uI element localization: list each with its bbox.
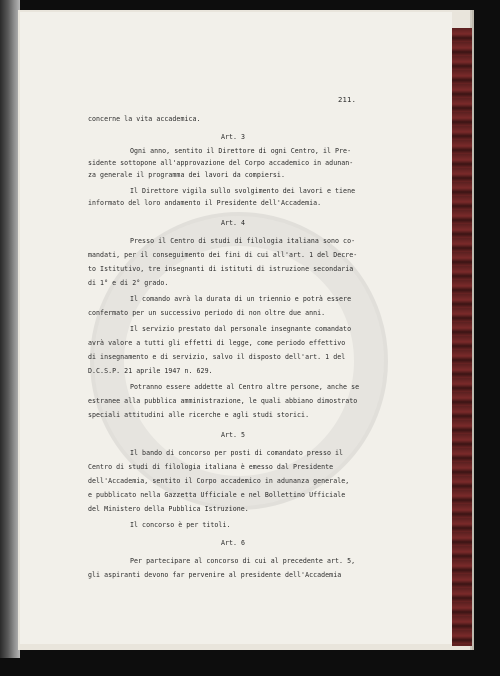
text-line: Il servizio prestato dal personale insegnante comandato bbox=[130, 325, 352, 333]
text-line: Ogni anno, sentito il Direttore di ogni Centro, il Pre- bbox=[130, 147, 352, 155]
text-line: Per partecipare al concorso di cui al precedente art. 5, bbox=[130, 557, 356, 565]
text-line: dell'Accademia, sentito il Corpo accademico in adunanza generale, bbox=[88, 477, 350, 485]
article-heading: Art. 3 bbox=[220, 133, 246, 141]
text-line: avrà valore a tutti gli effetti di legge, come periodo effettivo bbox=[88, 339, 346, 347]
scan-bottom-strip bbox=[0, 658, 500, 676]
text-line: to Istitutivo, tre insegnanti di istituti di istruzione secondaria bbox=[88, 265, 354, 273]
article-heading: Art. 4 bbox=[220, 219, 246, 227]
text-line: Il concorso è per titoli. bbox=[130, 521, 231, 529]
document-page bbox=[20, 12, 452, 644]
text-line: del Ministero della Pubblica Istruzione. bbox=[88, 505, 249, 513]
text-line: di 1° e di 2° grado. bbox=[88, 279, 169, 287]
text-line: Il Direttore vigila sullo svolgimento dei lavori e tiene bbox=[130, 187, 356, 195]
text-line: Il comando avrà la durata di un triennio e potrà essere bbox=[130, 295, 352, 303]
book-cover-edge bbox=[452, 28, 472, 646]
text-line: Il bando di concorso per posti di comandato presso il bbox=[130, 449, 344, 457]
text-line: sidente sottopone all'approvazione del Corpo accademico in adunan- bbox=[88, 159, 354, 167]
book-binding-left bbox=[0, 0, 20, 676]
text-line: e pubblicato nella Gazzetta Ufficiale e nel Bollettino Ufficiale bbox=[88, 491, 346, 499]
article-heading: Art. 5 bbox=[220, 431, 246, 439]
text-line: Presso il Centro di studi di filologia italiana sono co- bbox=[130, 237, 356, 245]
text-line: di insegnamento e di servizio, salvo il disposto dell'art. 1 del bbox=[88, 353, 346, 361]
text-line: informato del loro andamento il Presidente dell'Accademia. bbox=[88, 199, 322, 207]
text-line: za generale il programma dei lavori da compiersi. bbox=[88, 171, 285, 179]
text-line: estranee alla pubblica amministrazione, le quali abbiano dimostrato bbox=[88, 397, 358, 405]
text-line: confermato per un successivo periodo di non oltre due anni. bbox=[88, 309, 326, 317]
text-line: speciali attitudini alle ricerche e agli studi storici. bbox=[88, 411, 310, 419]
text-line: concerne la vita accademica. bbox=[88, 115, 201, 123]
text-line: Centro di studi di filologia italiana è emesso dal Presidente bbox=[88, 463, 334, 471]
text-line: mandati, per il conseguimento dei fini di cui all'art. 1 del Decre- bbox=[88, 251, 358, 259]
text-line: D.C.S.P. 21 aprile 1947 n. 629. bbox=[88, 367, 213, 375]
page-number: 211. bbox=[338, 95, 357, 104]
text-line: gli aspiranti devono far pervenire al presidente dell'Accademia bbox=[88, 571, 342, 579]
article-heading: Art. 6 bbox=[220, 539, 246, 547]
text-line: Potranno essere addette al Centro altre persone, anche se bbox=[130, 383, 360, 391]
